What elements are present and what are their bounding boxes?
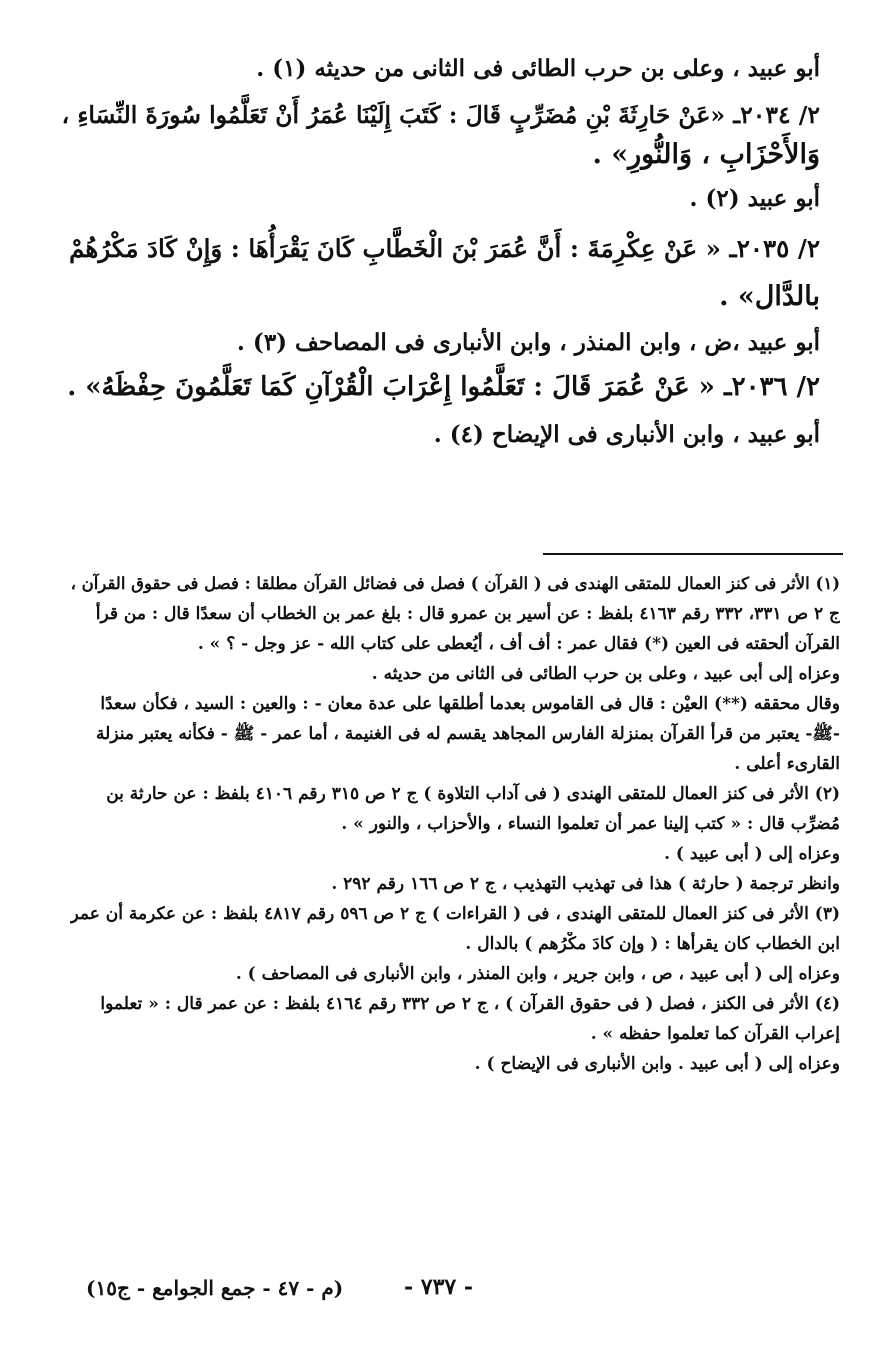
footnote-line: (٢) الأثر فى كنز العمال للمتقى الهندى ( فى آداب التلاوة ) ج ٢ ص ٣١٥ رقم ٤١٠٦ بلفظ : عن حارثة بن	[106, 784, 840, 804]
text-line: ٢/ ٢٠٣٥ـ « عَنْ عِكْرِمَةَ : أَنَّ عُمَرَ بْنَ الْخَطَّابِ كَانَ يَقْرَأُهَا : وَإِنْ كَادَ مَكْرُهُمْ	[69, 234, 820, 263]
main-text	[62, 54, 820, 450]
text-line: أبو عبيد (٢) .	[689, 185, 820, 212]
footnote-line: (٣) الأثر فى كنز العمال للمتقى الهندى ، فى ( القراءات ) ج ٢ ص ٥٩٦ رقم ٤٨١٧ بلفظ : عن عكرمة أن عمر	[70, 904, 840, 924]
volume-signature: (م - ٤٧ - جمع الجوامع - ج١٥)	[86, 1276, 344, 1300]
footnote-line: وعزاه إلى ( أبى عبيد . وابن الأنبارى فى الإيضاح ) .	[474, 1054, 840, 1074]
footnote-line: ابن الخطاب كان يقرأُها : ( وإن كادَ مكْرُهم ) بالدال .	[465, 934, 840, 954]
footnote-line: (٤) الأثر فى الكنز ، فصل ( فى حقوق القرآن ) ، ج ٢ ص ٣٣٢ رقم ٤١٦٤ بلفظ : عن عمر قال : « تعلموا	[100, 994, 840, 1014]
text-line: وَالأَحْزَابِ ، وَالنُّورِ» .	[592, 139, 820, 170]
footnote-line: -ﷺ- يعتبر من قرأ القرآن بمنزلة الفارس المجاهد يقسم له فى الغنيمة ، أما عمر - ﷺ - فكأنه يعتبر منزلة	[96, 724, 840, 744]
footnote-line: وعزاه إلى ( أبى عبيد ) .	[664, 844, 840, 864]
page-number: - ٧٣٧ -	[404, 1274, 474, 1300]
text-line: ٢/ ٢٠٣٤ـ «عَنْ حَارِثَةَ بْنِ مُضَرِّبٍ قَالَ : كَتَبَ إِلَيْنَا عُمَرُ أَنْ تَعَلَّمُوا سُورَةَ النِّسَاءِ ،	[61, 101, 820, 129]
footnote-line: القارىء أعلى .	[734, 754, 840, 774]
footnote-line: القرآن ألحقته فى العين (*) فقال عمر : أُف أُف ، أيُعطى على كتاب الله - عز وجل - ؟ » .	[197, 634, 840, 654]
footnote-line: وعزاه إلى أبى عبيد ، وعلى بن حرب الطائى فى الثانى من حديثه .	[371, 664, 840, 684]
footnote-line: إعراب القرآن كما تعلموا حفظه » .	[590, 1024, 840, 1044]
footnote-line: (١) الأثر فى كنز العمال للمتقى الهندى فى ( القرآن ) فصل فى فضائل القرآن مطلقا : فصل فى حقوق القرآن ،	[70, 574, 840, 593]
text-line: أبو عبيد ، وابن الأنبارى فى الإيضاح (٤) .	[433, 421, 820, 448]
page-footer	[0, 1268, 891, 1308]
footnote-line: مُضرِّب قال : « كتب إلينا عمر أن تعلموا النساء ، والأحزاب ، والنور » .	[341, 814, 840, 834]
text-line: بالدَّال» .	[719, 281, 820, 312]
text-line: أبو عبيد ، وعلى بن حرب الطائى فى الثانى من حديثه (١) .	[256, 55, 820, 82]
footnote-line: وعزاه إلى ( أبى عبيد ، ص ، وابن جرير ، وابن المنذر ، وابن الأنبارى فى المصاحف ) .	[235, 964, 840, 984]
footnote-divider	[543, 553, 843, 555]
footnote-line: ج ٢ ص ٣٣١، ٣٣٢ رقم ٤١٦٣ بلفظ : عن أسير بن عمرو قال : بلغ عمر بن الخطاب أن سعدًا قال : من قرأ	[95, 604, 840, 624]
footnote-line: وانظر ترجمة ( حارثة ) هذا فى تهذيب التهذيب ، ج ٢ ص ١٦٦ رقم ٢٩٢ .	[331, 874, 840, 894]
footnotes	[70, 572, 840, 1082]
text-line: أبو عبيد ،ض ، وابن المنذر ، وابن الأنبارى فى المصاحف (٣) .	[236, 329, 820, 356]
footnote-line: وقال محققه (**) العيْن : قال فى القاموس بعدما أطلقها على عدة معان - : والعين : السيد ، فكأن سعدًا	[100, 694, 840, 714]
text-line: ٢/ ٢٠٣٦ـ « عَنْ عُمَرَ قَالَ : تَعَلَّمُوا إِعْرَابَ الْقُرْآنِ كَمَا تَعَلَّمُونَ حِفْظَهُ» .	[67, 372, 820, 402]
